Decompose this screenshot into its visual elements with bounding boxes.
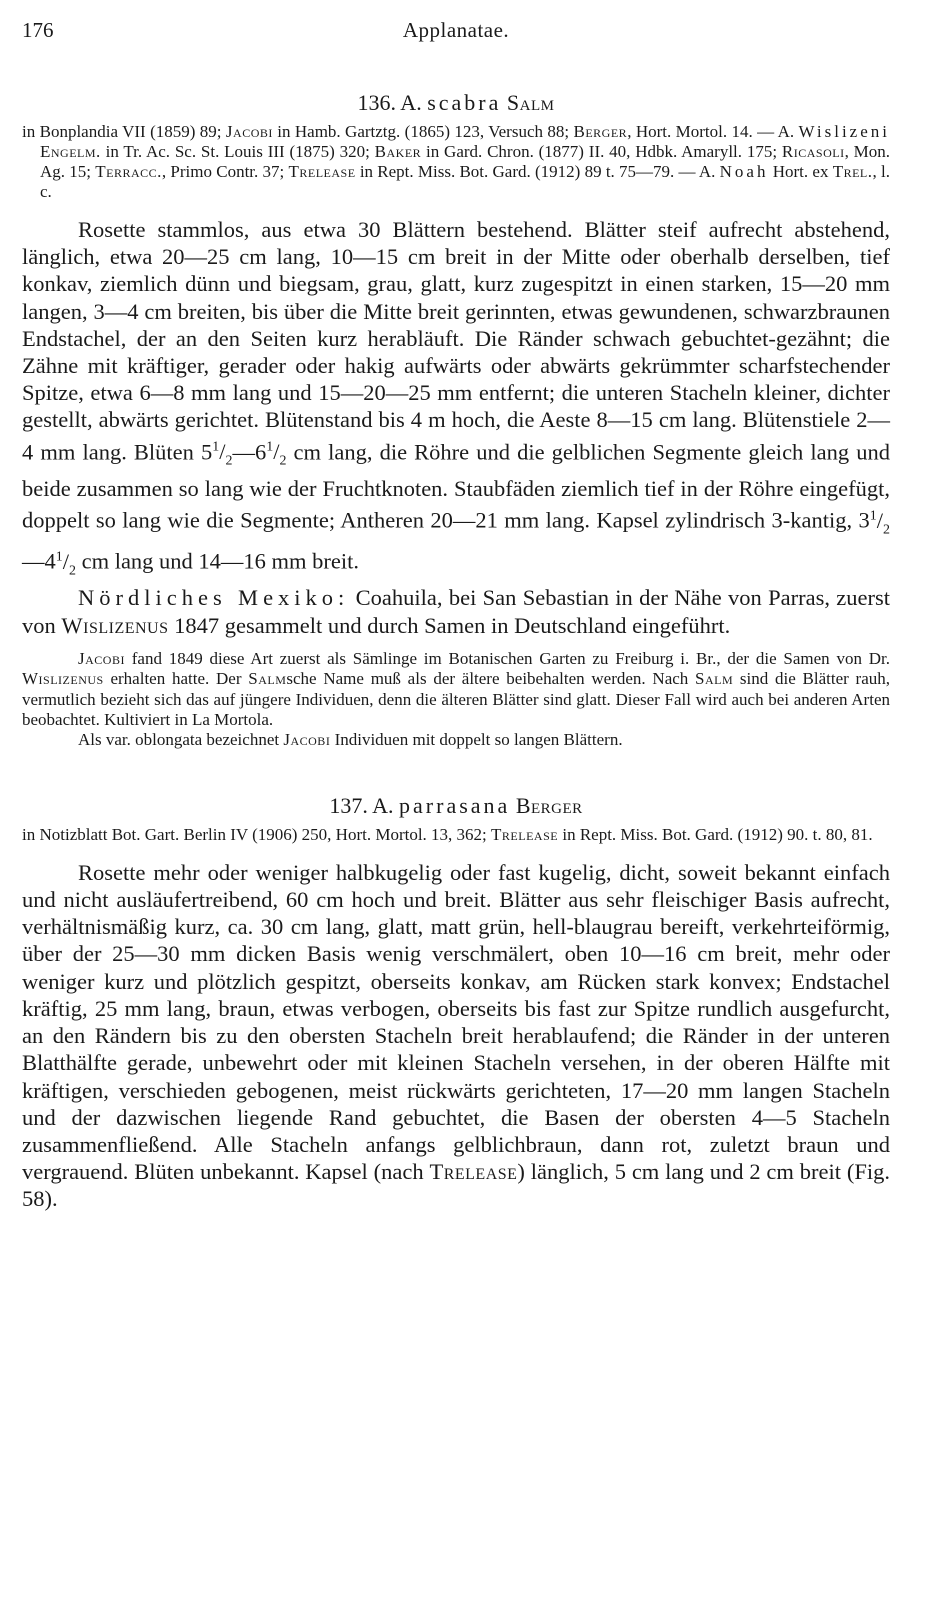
species-locality: Nördliches Mexiko: Coahuila, bei San Sebastian in der Nähe von Parras, zuerst von Wislizenus 1847 gesammelt und durch Samen in Deutschland eingeführt.	[22, 585, 891, 638]
locality-heading: Nördliches Mexiko:	[78, 585, 350, 611]
species-heading	[22, 793, 890, 819]
author-name: Jacobi	[225, 122, 273, 141]
species-entry-137	[22, 793, 890, 1213]
author-name: Salm	[695, 669, 734, 689]
author-name: Trelease	[429, 1159, 518, 1185]
species-description: Rosette stammlos, aus etwa 30 Blättern bestehend. Blätter steif aufrecht abstehend, länglich, etwa 20—25 cm lang, 10—15 cm breit in der Mitte oder oberhalb derselben, tief konkav, ziemlich dünn und biegsam, grau, glatt, kurz zugespitzt in einen starken, 15—20 mm langen, 3—4 cm breiten, bis über die Mitte breit gerinnten, etwas gewundenen, schwarzbraunen Endstachel, der an den Seiten kurz herabläuft. Die Ränder schwach gebuchtet-gezähnt; die Zähne mit kräftiger, gerader oder hakig aufwärts oder abwärts gekrümmter scharfstechender Spitze, etwa 6—8 mm lang und 15—20—25 mm entfernt; die unteren Stacheln kleiner, dichter gestellt, abwärts gerichtet. Blütenstand bis 4 m hoch, die Aeste 8—15 cm lang. Blütenstiele 2—4 mm lang. Blüten $5^1/_2—6^1/_2$ cm lang, die Röhre und die gelblichen Segmente gleich lang und beide zusammen so lang wie der Fruchtknoten. Staubfäden ziemlich tief in der Röhre eingefügt, doppelt so lang wie die Segmente; Antheren 20—21 mm lang. Kapsel zylindrisch 3-kantig, $3^1/_2—4^1/_2$ cm lang und 14—16 mm breit.	[22, 217, 890, 579]
author-name: Jacobi	[78, 648, 125, 668]
species-epithet: parrasana	[399, 792, 511, 818]
author-name: Wislizenus	[22, 669, 104, 689]
species-description: Rosette mehr oder weniger halbkugelig oder fast kugelig, dicht, soweit bekannt einfach und nicht ausläufertreibend, 60 cm hoch und breit. Blätter aus sehr fleischiger Basis aufrecht, verhältnismäßig kurz, ca. 30 cm lang, glatt, matt grün, hell-blaugrau bereift, verkehrteiförmig, über der 25—30 mm dicken Basis wenig verschmälert, oben 10—16 cm breit, mehr oder weniger kurz und plötzlich gespitzt, oberseits konkav, am Rücken stark konvex; Endstachel kräftig, 25 mm lang, braun, etwas verbogen, oberseits bis fast zur Spitze rundlich ausgefurcht, an den Rändern bis zu den obersten Stacheln breit herablaufend; die Ränder in der unteren Blatthälfte gerade, unbewehrt oder mit kleinen Stacheln versehen, in der oberen Hälfte mit kräftigen, verschieden gebogenen, meist rückwärts gerichteten, 17—20 mm langen Stacheln und der dazwischen liegende Rand gebuchtet, die Basen der obersten 4—5 Stacheln zusammenfließend. Alle Stacheln anfangs gelblichbraun, dann rot, zuletzt braun und vergrauend. Blüten unbekannt. Kapsel (nach Trelease) länglich, 5 cm lang und 2 cm breit (Fig. 58).	[22, 859, 890, 1212]
species-number: 136. A.	[357, 90, 428, 115]
running-header	[22, 14, 890, 50]
author-name: Terracc.	[95, 162, 162, 181]
species-entry-136	[22, 90, 890, 751]
author-name: Jacobi	[283, 730, 331, 750]
page-number: 176	[22, 18, 54, 42]
literature-citation: in Notizblatt Bot. Gart. Berlin IV (1906) 250, Hort. Mortol. 13, 362; Trelease in Rept. Miss. Bot. Gard. (1912) 90. t. 80, 81.	[22, 824, 873, 844]
note-paragraph: Als var. oblongata bezeichnet Jacobi Individuen mit doppelt so langen Blättern.	[78, 730, 623, 750]
species-notes	[22, 649, 890, 751]
fraction: $^1/_2$	[869, 507, 890, 538]
fraction: $^1/_2$	[212, 439, 233, 469]
note-paragraph: Jacobi fand 1849 diese Art zuerst als Sämlinge im Botanischen Garten zu Freiburg i. Br., der die Samen von Dr. Wislizenus erhalten hatte. Der Salmsche Name muß als der ältere beibehalten werden. Nach Salm sind die Blätter rauh, vermutlich bezieht sich das auf jüngere Individuen, denn die älteren Blätter sind glatt. Dieser Fall wird auch bei anderen Arten beobachtet. Kultiviert in La Mortola.	[22, 648, 891, 730]
fraction: $^1/_2$	[55, 548, 76, 579]
literature-citation: in Bonplandia VII (1859) 89; Jacobi in Hamb. Gartztg. (1865) 123, Versuch 88; Berger, Hort. Mortol. 14. — A. Wislizeni Engelm. in Tr. Ac. Sc. St. Louis III (1875) 320; Baker in Gard. Chron. (1877) II. 40, Hdbk. Amaryll. 175; Ricasoli, Mon. Ag. 15; Terracc., Primo Contr. 37; Trelease in Rept. Miss. Bot. Gard. (1912) 89 t. 75—79. — A. Noah Hort. ex Trel., l. c.	[22, 122, 890, 201]
author-name: Trelease	[288, 162, 356, 181]
author-name: Engelm.	[40, 142, 101, 161]
taxon-name: Noah	[719, 162, 769, 181]
author-name: Berger	[573, 122, 628, 141]
species-author: Berger	[515, 792, 583, 818]
author-name: Wislizenus	[61, 612, 169, 638]
author-name: Salm	[248, 669, 287, 689]
species-heading	[22, 90, 890, 116]
taxon-name: Wislizeni	[798, 122, 890, 141]
species-epithet: scabra	[427, 90, 502, 115]
author-name: Trel.	[832, 162, 873, 181]
book-page	[22, 14, 890, 1213]
species-number: 137. A.	[329, 792, 400, 818]
fraction: $^1/_2$	[266, 439, 287, 469]
author-name: Baker	[374, 142, 422, 161]
author-name: Ricasoli	[781, 142, 845, 161]
running-title: Applanatae.	[402, 18, 510, 42]
species-author: Salm	[506, 90, 555, 115]
author-name: Trelease	[491, 824, 559, 844]
